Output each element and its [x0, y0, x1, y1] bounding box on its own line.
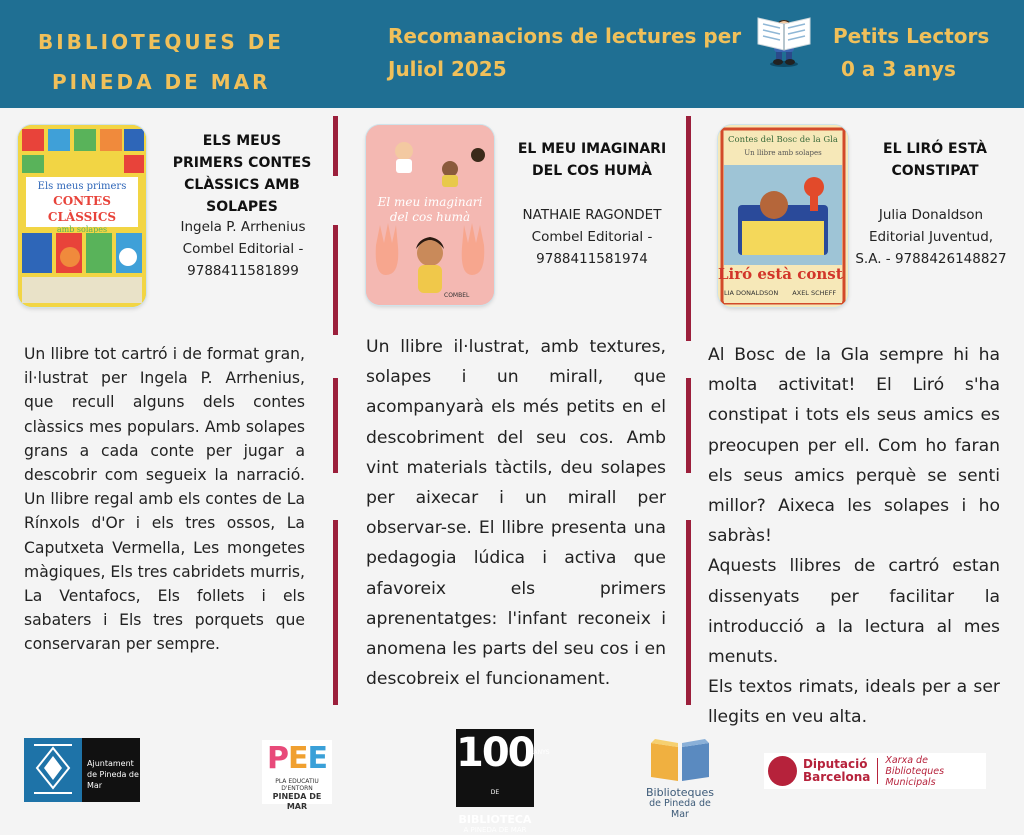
centenary-number: $100^{ANYS DE}$	[456, 730, 550, 796]
column-divider	[333, 378, 338, 473]
diputacio-name: Diputació Barcelona	[802, 757, 871, 784]
book-cover-1	[18, 125, 146, 307]
book-publisher: Combel Editorial -	[182, 241, 304, 257]
pee-logo-subtitle: PLA EDUCATIU D'ENTORN	[275, 778, 319, 792]
column-divider	[333, 116, 338, 176]
book-description-2: Un llibre il·lustrat, amb textures, solapes i un mirall, que acompanyarà els més petits en el descobriment del seu cos. Amb vint materials tàctils, deu solapes per aixecar i un mirall per observar-se. El llibre presenta una pedagogia lúdica i activa que afavoreix els primers aprenentatges: l'infant reconeix i anomena les parts del seu cos i en descobreix el funcionament.	[366, 337, 666, 690]
column-divider	[686, 520, 691, 705]
biblioteques-pineda-logo	[640, 737, 720, 820]
book-isbn: 9788411581974	[536, 251, 648, 267]
pee-logo	[262, 740, 332, 811]
org-name	[38, 22, 308, 102]
biblioteques-subtitle: de Pineda de Mar	[649, 798, 711, 820]
book-cover-3-title: Liró està const	[718, 265, 843, 283]
ajuntament-logo	[24, 738, 140, 802]
pee-logo-letters: PEE	[267, 741, 327, 776]
book-cover-3-authors: LIA DONALDSON AXEL SCHEFF	[724, 289, 837, 297]
age-group-range: 0 a 3 anys	[841, 57, 956, 81]
column-divider	[333, 225, 338, 335]
recommendations-date: Juliol 2025	[388, 57, 507, 81]
recommendations-title	[388, 20, 741, 86]
column-divider	[686, 378, 691, 473]
diputacio-emblem-icon	[768, 756, 797, 786]
ajuntament-shield-icon	[24, 738, 82, 802]
book-title-3: EL LIRÓ ESTÀ CONSTIPAT	[883, 141, 987, 179]
book-publisher: Combel Editorial -	[531, 229, 653, 245]
book-cover-2	[366, 125, 494, 305]
diputacio-separator	[877, 758, 878, 784]
header-banner	[0, 0, 1024, 108]
org-name-line2: PINEDA DE MAR	[52, 70, 271, 94]
child-reading-book-icon	[754, 10, 814, 68]
column-divider	[333, 520, 338, 705]
book-isbn: 9788411581899	[187, 263, 299, 279]
book-isbn: S.A. - 9788426148827	[855, 251, 1007, 267]
book-meta-1	[168, 216, 318, 282]
centenary-place: A PINEDA DE MAR	[463, 826, 527, 834]
book-title-2: EL MEU IMAGINARI DEL COS HUMÀ	[517, 141, 667, 179]
book-author: Ingela P. Arrhenius	[180, 219, 306, 235]
open-book-icon	[645, 737, 715, 783]
book-description-1: Un llibre tot cartró i de format gran, il·lustrat per Ingela P. Arrhenius, que recull alguns dels contes clàssics mes populars. Amb solapes grans a cada conte per jugar a descobrir com segueix la narració. Un llibre regal amb els contes de La Rínxols d'Or i els tres ossos, La Caputxeta Vermella, Les mongetes màgiques, Els tres cabridets murris, La Ventafocs, Els follets i els sabaters i Els tres porquets que conservaran per sempre.	[24, 345, 306, 654]
xarxa-biblioteques: Xarxa de Biblioteques Municipals	[885, 754, 945, 788]
column-divider	[686, 116, 691, 341]
book-cover-3-series: Contes del Bosc de la Gla	[728, 135, 838, 145]
diputacio-barcelona-logo	[764, 753, 986, 789]
book-title-1: ELS MEUS PRIMERS CONTES CLÀSSICS AMB SOLAPES	[172, 133, 312, 215]
age-group-title: Petits Lectors	[833, 24, 990, 48]
book-cover-3	[718, 125, 848, 307]
recommendations-line1: Recomanacions de lectures per	[388, 24, 742, 48]
biblioteques-title: Biblioteques	[646, 786, 714, 799]
book-cover-3-subtitle: Un llibre amb solapes	[744, 149, 822, 157]
book-cover-2-text: El meu imaginari del cos humà	[377, 195, 483, 224]
book-author: NATHAIE RAGONDET	[522, 207, 662, 223]
pee-logo-place: PINEDA DE MAR	[272, 792, 322, 811]
centenary-biblioteca: BIBLIOTECA	[458, 813, 532, 826]
book-meta-2	[510, 204, 674, 270]
book-description-3: Al Bosc de la Gla sempre hi ha molta activitat! El Liró s'ha constipat i tots els seus amics es preocupen per ell. Com ho faran els seus amics perquè se senti millor? Aixeca les solapes i ho sabràs! Aquests llibres de cartró estan dissenyats per facilitar la introducció a la lectura al mes menuts. Els textos rimats, ideals per a ser llegits en veu alta.	[708, 345, 1000, 728]
book-meta-3	[845, 204, 1017, 270]
org-name-line1: BIBLIOTEQUES DE	[38, 30, 284, 54]
age-group	[833, 20, 1003, 86]
ajuntament-text: Ajuntament de Pineda de Mar	[87, 759, 139, 790]
book-publisher: Editorial Juventud,	[868, 229, 994, 245]
book-author: Julia Donaldson	[878, 207, 984, 223]
centenary-logo	[456, 729, 550, 834]
book-cover-2-publisher: COMBEL	[444, 292, 470, 299]
book-cover-1-text: Els meus primers CONTES CLÀSSICS amb solapes	[37, 181, 127, 234]
